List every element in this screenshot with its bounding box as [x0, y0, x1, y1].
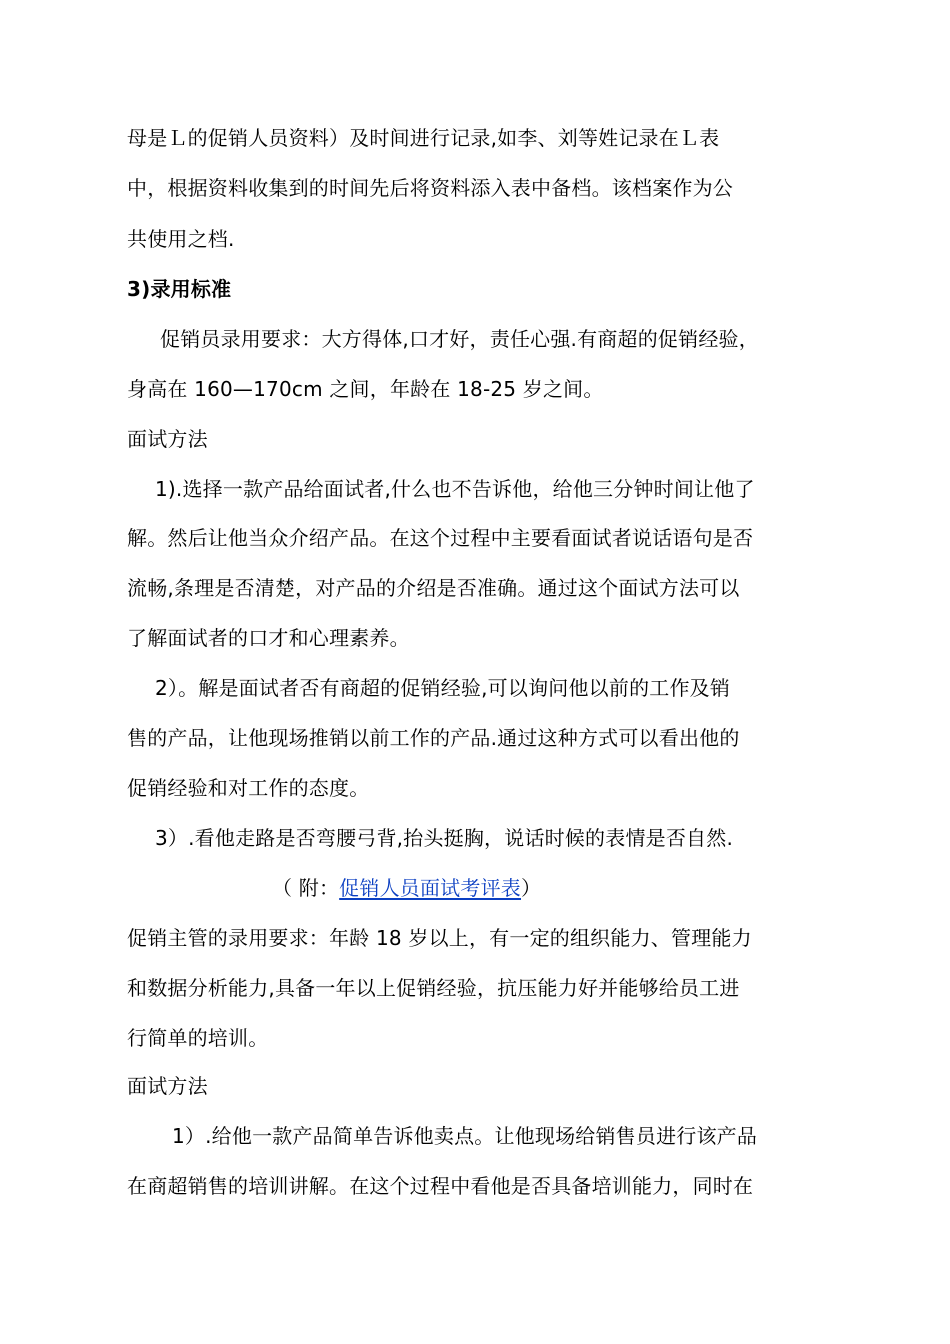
- paragraph-line: 2）。解是面试者否有商超的促销经验,可以询问他以前的工作及销: [155, 676, 731, 700]
- appendix-prefix: （ 附：: [272, 876, 340, 900]
- paragraph-line: 了解面试者的口才和心理素养。: [127, 626, 410, 650]
- appendix-link[interactable]: 促销人员面试考评表: [339, 876, 521, 900]
- paragraph-line: 中，根据资料收集到的时间先后将资料添入表中备档。该档案作为公: [127, 176, 733, 200]
- appendix-suffix: ）: [520, 876, 542, 900]
- paragraph-line: 和数据分析能力,具备一年以上促销经验，抗压能力好并能够给员工进: [127, 976, 740, 1000]
- paragraph-line: 母是Ｌ的促销人员资料）及时间进行记录,如李、刘等姓记录在Ｌ表: [127, 126, 720, 150]
- paragraph-line: 3）.看他走路是否弯腰弓背,抬头挺胸，说话时候的表情是否自然.: [155, 826, 733, 850]
- method-label: 面试方法: [127, 1074, 208, 1098]
- paragraph-line: 1）.给他一款产品简单告诉他卖点。让他现场给销售员进行该产品: [172, 1124, 758, 1148]
- paragraph-line: 在商超销售的培训讲解。在这个过程中看他是否具备培训能力，同时在: [127, 1174, 754, 1198]
- section-heading: 3)录用标准: [127, 277, 232, 301]
- paragraph-line: 促销员录用要求：大方得体,口才好，责任心强.有商超的促销经验，: [160, 327, 759, 351]
- paragraph-line: 售的产品，让他现场推销以前工作的产品.通过这种方式可以看出他的: [127, 726, 740, 750]
- paragraph-line: 促销经验和对工作的态度。: [127, 776, 370, 800]
- paragraph-line: 身高在 160—170cm 之间，年龄在 18-25 岁之间。: [127, 377, 604, 401]
- paragraph-line: 解。然后让他当众介绍产品。在这个过程中主要看面试者说话语句是否: [127, 526, 754, 550]
- paragraph-line: 流畅,条理是否清楚，对产品的介绍是否准确。通过这个面试方法可以: [127, 576, 740, 600]
- method-label: 面试方法: [127, 427, 208, 451]
- paragraph-line: 共使用之档.: [127, 227, 235, 251]
- paragraph-line: 促销主管的录用要求：年龄 18 岁以上，有一定的组织能力、管理能力: [127, 926, 752, 950]
- appendix-line: [272, 874, 541, 902]
- paragraph-line: 1).选择一款产品给面试者,什么也不告诉他，给他三分钟时间让他了: [155, 477, 755, 501]
- paragraph-line: 行简单的培训。: [127, 1026, 269, 1050]
